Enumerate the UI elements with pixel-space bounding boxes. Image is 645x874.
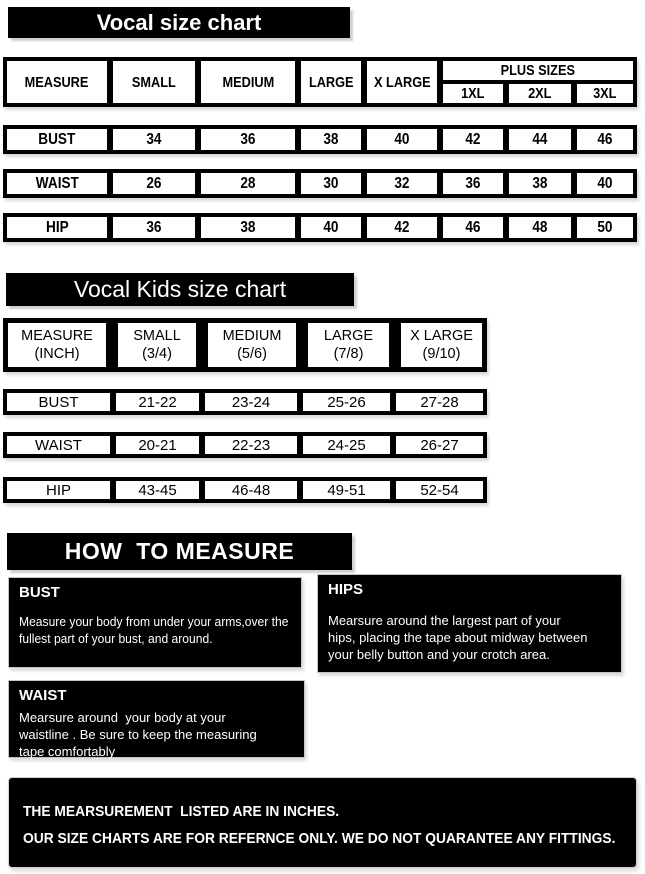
adult-chart-title-bar xyxy=(8,7,350,38)
header-sublabel: (9/10) xyxy=(422,346,461,362)
size-value: 46 xyxy=(597,130,613,148)
size-value: 50 xyxy=(597,218,613,236)
how-to-measure-title-bar xyxy=(7,533,352,570)
size-value: 49-51 xyxy=(327,481,366,499)
measure-info-text-line: hips, placing the tape about midway between xyxy=(328,630,588,645)
size-value: 43-45 xyxy=(138,481,177,499)
header-cell-measure-inch xyxy=(8,323,106,367)
kids-waist-row xyxy=(3,432,487,458)
adult-chart-title: Vocal size chart xyxy=(96,9,262,35)
size-value: 40 xyxy=(394,130,410,148)
row-label: WAIST xyxy=(35,174,79,192)
size-value: 22-23 xyxy=(231,436,271,454)
size-value-cell xyxy=(301,129,361,150)
adult-waist-row xyxy=(3,169,637,198)
header-cell-medium-56 xyxy=(208,323,296,367)
header-label: 3XL xyxy=(593,85,617,102)
kids-size-table-header xyxy=(3,318,487,372)
measure-info-heading: WAIST xyxy=(19,687,67,704)
size-value: 26 xyxy=(146,174,162,192)
size-value: 42 xyxy=(394,218,410,236)
header-label: LARGE xyxy=(308,73,354,91)
size-value-cell xyxy=(509,173,571,194)
header-cell-3xl xyxy=(577,84,633,103)
header-cell-large xyxy=(301,61,361,103)
measure-info-text-line: tape comfortably xyxy=(19,744,116,759)
size-value: 40 xyxy=(597,174,613,192)
header-label: SMALL xyxy=(132,73,176,91)
header-label: X LARGE xyxy=(410,327,473,344)
size-value: 36 xyxy=(240,130,256,148)
header-label: X LARGE xyxy=(373,73,431,91)
size-value-cell xyxy=(116,393,199,411)
measure-info-text-line: waistline . Be sure to keep the measuring xyxy=(19,727,257,742)
disclaimer-box xyxy=(8,777,637,868)
measure-info-hips xyxy=(317,574,622,673)
size-value-cell xyxy=(116,436,199,454)
header-sublabel: (INCH) xyxy=(34,346,80,362)
header-label: MEDIUM xyxy=(222,73,274,91)
size-value-cell xyxy=(367,129,437,150)
header-label: MEASURE xyxy=(21,327,93,344)
size-value-cell xyxy=(443,173,503,194)
how-to-measure-title: HOW TO MEASURE xyxy=(64,538,295,564)
header-cell-xlarge-910 xyxy=(401,323,482,367)
size-value: 52-54 xyxy=(420,481,459,499)
size-value-cell xyxy=(113,129,195,150)
size-value: 38 xyxy=(323,130,339,148)
disclaimer-line: THE MEARSUREMENT LISTED ARE IN INCHES. xyxy=(23,803,340,820)
size-value-cell xyxy=(205,393,297,411)
measure-info-text-line: fullest part of your bust, and around. xyxy=(19,631,213,646)
size-value: 46 xyxy=(465,218,481,236)
adult-bust-row xyxy=(3,125,637,154)
size-value-cell xyxy=(509,129,571,150)
size-value: 32 xyxy=(394,174,410,192)
measure-info-text-line: Mearsure around the largest part of your xyxy=(328,613,561,628)
size-value-cell xyxy=(205,436,297,454)
size-value-cell xyxy=(509,217,571,238)
header-cell-measure xyxy=(7,61,107,103)
size-value: 26-27 xyxy=(420,436,459,454)
size-value: 46-48 xyxy=(231,481,271,499)
size-value-cell xyxy=(577,173,633,194)
measure-info-heading: HIPS xyxy=(328,581,364,598)
size-value-cell xyxy=(301,217,361,238)
header-cell-1xl xyxy=(443,84,503,103)
size-value: 36 xyxy=(465,174,481,192)
size-value: 38 xyxy=(240,218,256,236)
disclaimer-line: OUR SIZE CHARTS ARE FOR REFERNCE ONLY. WE DO NOT QUARANTEE ANY FITTINGS. xyxy=(23,830,616,847)
header-cell-small-34 xyxy=(118,323,196,367)
row-label-cell xyxy=(7,481,110,499)
kids-chart-title-bar xyxy=(6,273,354,306)
size-value-cell xyxy=(301,173,361,194)
size-value: 42 xyxy=(465,130,481,148)
size-value-cell xyxy=(443,129,503,150)
header-label: MEASURE xyxy=(25,73,89,91)
size-value: 44 xyxy=(532,130,548,148)
row-label: BUST xyxy=(38,393,79,411)
header-sublabel: (3/4) xyxy=(142,346,172,362)
size-value-cell xyxy=(396,481,483,499)
header-cell-plus-sizes xyxy=(443,61,633,80)
row-label: WAIST xyxy=(35,436,82,454)
header-label: LARGE xyxy=(323,327,374,344)
size-value-cell xyxy=(201,217,295,238)
measure-info-text-line: Measure your body from under your arms,over the xyxy=(19,614,289,629)
adult-size-table-header xyxy=(3,57,637,107)
size-value-cell xyxy=(443,217,503,238)
size-value: 24-25 xyxy=(327,436,366,454)
row-label: HIP xyxy=(45,218,69,236)
header-cell-xlarge xyxy=(367,61,437,103)
header-cell-small xyxy=(113,61,195,103)
row-label-cell xyxy=(7,129,107,150)
size-value-cell xyxy=(201,129,295,150)
size-value-cell xyxy=(396,393,483,411)
row-label-cell xyxy=(7,173,107,194)
measure-info-text-line: Mearsure around your body at your xyxy=(19,710,226,725)
size-value-cell xyxy=(303,481,390,499)
size-value: 34 xyxy=(146,130,162,148)
header-label: 1XL xyxy=(461,85,485,102)
header-sublabel: (5/6) xyxy=(237,346,267,362)
row-label-cell xyxy=(7,217,107,238)
measure-info-waist xyxy=(8,680,305,758)
row-label: BUST xyxy=(38,130,76,148)
size-value: 30 xyxy=(323,174,339,192)
size-value: 23-24 xyxy=(231,393,271,411)
size-value: 40 xyxy=(323,218,339,236)
size-value: 20-21 xyxy=(138,436,177,454)
size-value-cell xyxy=(367,217,437,238)
size-value-cell xyxy=(577,129,633,150)
header-label: PLUS SIZES xyxy=(500,62,576,79)
row-label-cell xyxy=(7,393,110,411)
header-sublabel: (7/8) xyxy=(333,346,364,362)
measure-info-bust xyxy=(8,577,302,668)
row-label-cell xyxy=(7,436,110,454)
size-value: 38 xyxy=(532,174,548,192)
size-value-cell xyxy=(113,173,195,194)
size-value: 36 xyxy=(146,218,162,236)
size-value-cell xyxy=(303,436,390,454)
kids-chart-title: Vocal Kids size chart xyxy=(73,276,287,302)
size-value-cell xyxy=(116,481,199,499)
size-value-cell xyxy=(303,393,390,411)
header-label: 2XL xyxy=(528,85,552,102)
size-value-cell xyxy=(396,436,483,454)
size-value-cell xyxy=(367,173,437,194)
size-value: 48 xyxy=(532,218,548,236)
row-label: HIP xyxy=(45,481,71,499)
adult-hip-row xyxy=(3,213,637,242)
size-value-cell xyxy=(113,217,195,238)
size-value-cell xyxy=(577,217,633,238)
header-cell-medium xyxy=(201,61,295,103)
size-value: 28 xyxy=(240,174,256,192)
size-value: 21-22 xyxy=(138,393,177,411)
size-value: 25-26 xyxy=(327,393,366,411)
measure-info-text-line: your belly button and your crotch area. xyxy=(328,647,550,662)
measure-info-heading: BUST xyxy=(19,584,60,601)
kids-hip-row xyxy=(3,477,487,503)
size-value-cell xyxy=(201,173,295,194)
header-label: SMALL xyxy=(133,327,181,344)
header-cell-large-78 xyxy=(308,323,389,367)
size-value-cell xyxy=(205,481,297,499)
kids-bust-row xyxy=(3,389,487,415)
header-cell-2xl xyxy=(509,84,571,103)
header-label: MEDIUM xyxy=(222,327,282,344)
size-value: 27-28 xyxy=(420,393,459,411)
